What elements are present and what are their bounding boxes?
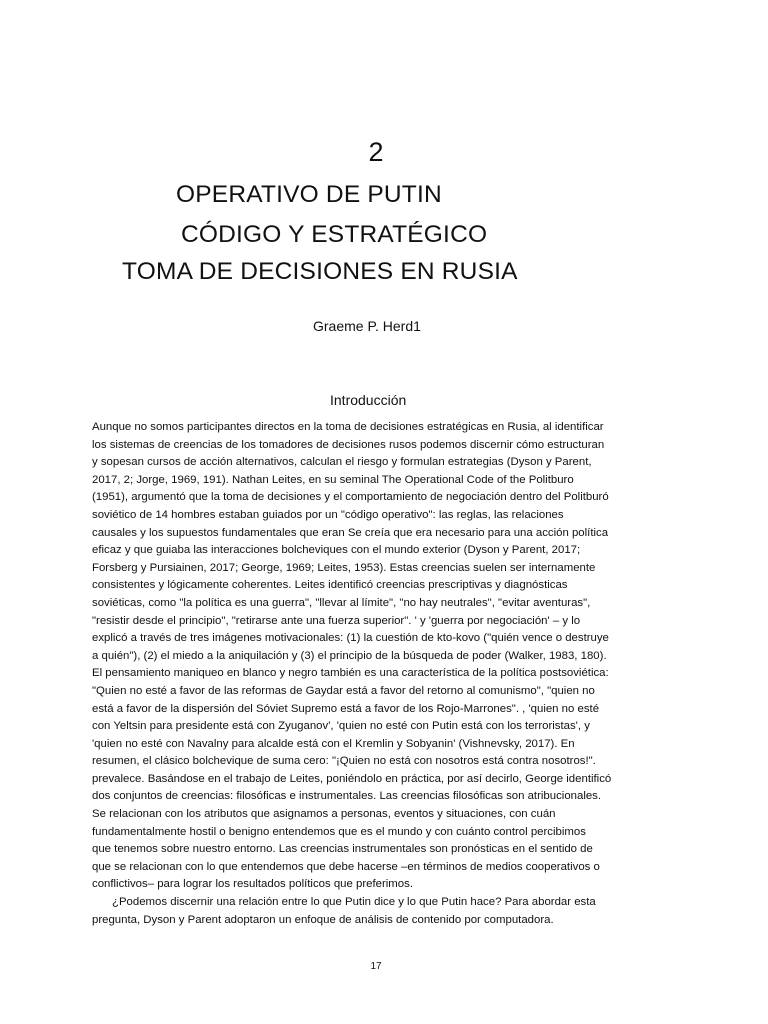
body-line: soviéticas, como "la política es una guerra", "llevar al límite", "no hay neutrales", "evitar aventuras", — [92, 596, 591, 609]
chapter-title-line-3: TOMA DE DECISIONES EN RUSIA — [122, 258, 518, 285]
body-line: (1951), argumentó que la toma de decisiones y el comportamiento de negociación dentro del Politburó — [92, 491, 609, 504]
body-line: Aunque no somos participantes directos en la toma de decisiones estratégicas en Rusia, al identificar — [92, 421, 604, 433]
author-name: Graeme P. Herd1 — [313, 318, 421, 334]
body-line-indented: ¿Podemos discernir una relación entre lo que Putin dice y lo que Putin hace? Para abordar esta — [112, 896, 596, 909]
body-line: 'quien no esté con Navalny para alcalde está con el Kremlin y Sobyanin' (Vishnevsky, 2017). En — [92, 737, 575, 750]
body-line: "resistir desde el principio", "retirarse ante una fuerza superior". ' y 'guerra por negociación' – y lo — [92, 614, 581, 627]
body-line: los sistemas de creencias de los tomadores de decisiones rusos podemos discernir cómo estructuran — [92, 438, 605, 451]
body-line: El pensamiento maniqueo en blanco y negro también es una característica de la política postsoviética: — [92, 667, 609, 680]
body-line: explicó a través de tres imágenes motivacionales: (1) la cuestión de kto-kovo ("quién vence o destruye — [92, 632, 609, 645]
body-line: dos conjuntos de creencias: filosóficas e instrumentales. Las creencias filosóficas son atribucionales. — [92, 790, 602, 803]
chapter-title-line-2: CÓDIGO Y ESTRATÉGICO — [181, 221, 488, 248]
body-line: 2017, 2; Jorge, 1969, 191). Nathan Leites, en su seminal The Operational Code of the Politburo — [92, 473, 574, 486]
body-line: está a favor de la dispersión del Sóviet Supremo está a favor de los Rojo-Marrones". , 'quien no esté — [92, 702, 600, 715]
body-line: conflictivos– para lograr los resultados políticos que preferimos. — [92, 878, 413, 891]
body-text — [92, 419, 682, 929]
body-line: Forsberg y Pursiainen, 2017; George, 1969; Leites, 1953). Estas creencias suelen ser internamente — [92, 561, 596, 574]
body-line: prevalece. Basándose en el trabajo de Leites, poniéndolo en práctica, por así decirlo, George identificó — [92, 772, 612, 785]
body-line: resumen, el clásico bolchevique de suma cero: "¡Quien no está con nosotros está contra nosotros!". — [92, 755, 596, 768]
body-line: eficaz y que guiaba las interacciones bolcheviques con el mundo exterior (Dyson y Parent, 2017; — [92, 544, 581, 557]
body-line: fundamentalmente hostil o benigno entendemos que es el mundo y con cuánto control percibimos — [92, 825, 586, 838]
body-line: "Quien no esté a favor de las reformas de Gaydar está a favor del retorno al comunismo", "quien no — [92, 684, 595, 697]
body-line: que se relacionan con lo que entendemos que debe hacerse –en términos de medios cooperativos o — [92, 860, 600, 873]
body-line: soviético de 14 hombres estaban guiados por un "código operativo": las reglas, las relaciones — [92, 508, 564, 521]
body-line: Se relacionan con los atributos que asignamos a personas, eventos y situaciones, con cuán — [92, 808, 556, 821]
body-line: que tenemos sobre nuestro entorno. Las creencias instrumentales son pronósticas en el sentido de — [92, 843, 593, 856]
body-line: consistentes y lógicamente coherentes. Leites identificó creencias prescriptivas y diagnósticas — [92, 579, 568, 592]
section-heading: Introducción — [330, 392, 407, 408]
body-line: causales y los supuestos fundamentales que eran Se creía que era necesario para una acción política — [92, 526, 609, 539]
body-line: pregunta, Dyson y Parent adoptaron un enfoque de análisis de contenido por computadora. — [92, 913, 554, 926]
chapter-number: 2 — [368, 137, 384, 167]
body-line: a quién"), (2) el miedo a la aniquilación y (3) el principio de la búsqueda de poder (Walker, 1983, 180). — [92, 649, 607, 662]
body-line: y sopesan cursos de acción alternativos, calculan el riesgo y formulan estrategias (Dyson y Parent, — [92, 456, 592, 469]
page-number: 17 — [370, 961, 382, 972]
chapter-title-line-1: OPERATIVO DE PUTIN — [176, 181, 442, 208]
body-line: con Yeltsin para presidente está con Zyuganov', 'quien no esté con Putin está con los terroristas', y — [92, 720, 590, 733]
